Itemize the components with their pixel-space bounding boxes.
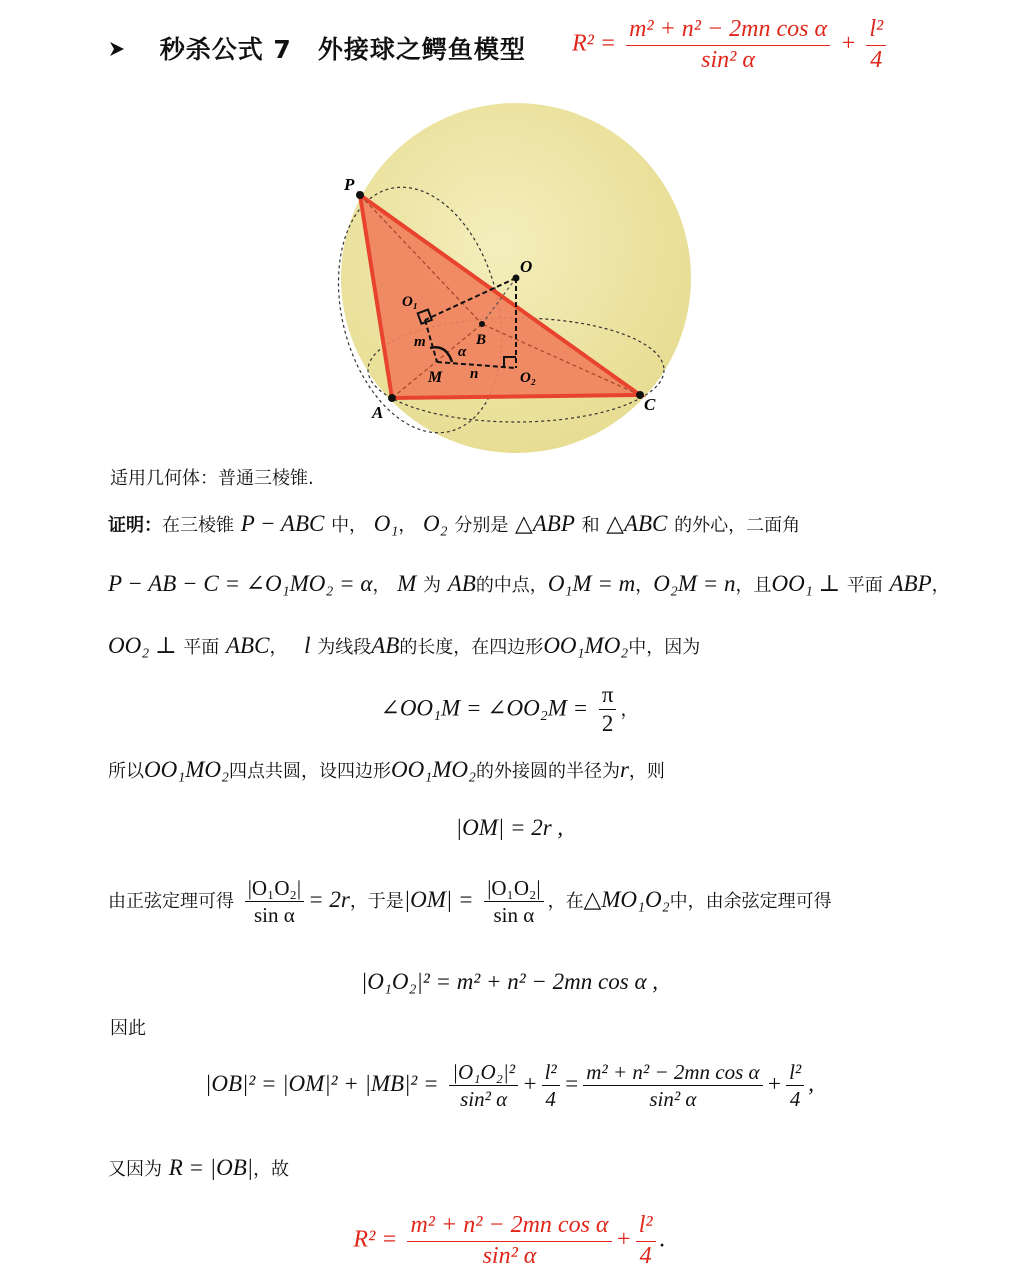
formula-denominator: sin² α [701,46,755,73]
formula-l-denominator: 4 [870,46,883,73]
heading-formula [572,16,890,74]
formula-lhs: R² = [572,30,617,57]
point-b [479,321,485,327]
proof-line-5: 由正弦定理可得 $\frac{\text{|O₁O₂|}}{\text{sin α}}$ = 2r，于是|OM| = $\frac{\text{|O₁O₂|}}{\text{sin α}}$ ，在△MO₁O₂中，由余弦定理可得 [108,876,832,928]
label-alpha: α [458,344,467,360]
proof-line-3: OO₂ ⊥ 平面 ABC， l 为线段AB的长度，在四边形OO₁MO₂中，因为 [108,633,701,658]
label-a: A [372,403,384,422]
final-formula: R² = $\frac{\text{m² + n² − 2mn cos α}}{\text{sin² α}}$ + $\frac{\text{l²}}{4}$ . [353,1212,666,1269]
label-p: P [344,175,355,194]
section-heading [108,30,526,66]
label-c: C [644,395,656,414]
equation-right-angles: ∠OO₁M = ∠OO₂M = $\frac{\pi}{2}$ ， [380,682,639,737]
formula-plus: + [840,30,857,57]
label-m-point: M [428,369,443,386]
equation-cosine-law: |O₁O₂|² = m² + n² − 2mn cos α , [360,969,659,994]
label-o: O [520,257,533,276]
label-m: m [414,334,426,350]
equation-om: |OM| = 2r , [455,815,564,840]
equation-ob: |OB|² = |OM|² + |MB|² = $\frac{\text{|O₁O₂|²}}{\text{sin² α}}$ + $\frac{\text{l²}}{4}$ = $\frac{\text{m² + n² − 2mn cos α}}{\text{sin² α}}$ + $\frac{\text{l²}}{4}$ , [205,1060,814,1112]
heading-title: 秒杀公式 7 外接球之鳄鱼模型 [159,35,526,64]
proof-line-1: 证明：在三棱锥 P − ABC 中， O₁， O₂ 分别是 △ABP 和 △ABC 的外心，二面角 [108,511,801,536]
sphere-figure [330,100,710,460]
formula-l-numerator: l² [866,16,886,46]
point-a [388,394,396,402]
label-n: n [470,366,479,382]
label-b: B [476,332,487,348]
point-c [636,391,644,399]
point-p [356,191,364,199]
therefore-text: 因此 [110,1018,146,1039]
proof-line-4: 所以OO₁MO₂四点共圆，设四边形OO₁MO₂的外接圆的半径为r，则 [108,757,665,782]
proof-line-2: P − AB − C = ∠O₁MO₂ = α， M 为 AB的中点，O₁M = m，O₂M = n，且OO₁ ⊥ 平面 ABP， [108,571,950,596]
label-o1: O₁ [402,294,419,310]
arrow-bullet-icon [108,35,128,64]
formula-numerator: m² + n² − 2mn cos α [626,16,830,46]
proof-label: 证明： [108,515,162,536]
label-o2: O₂ [520,370,537,386]
applicable-text: 适用几何体：普通三棱锥. [110,468,314,489]
point-o [513,275,520,282]
proof-line-6: 又因为 R = |OB|，故 [108,1155,290,1180]
